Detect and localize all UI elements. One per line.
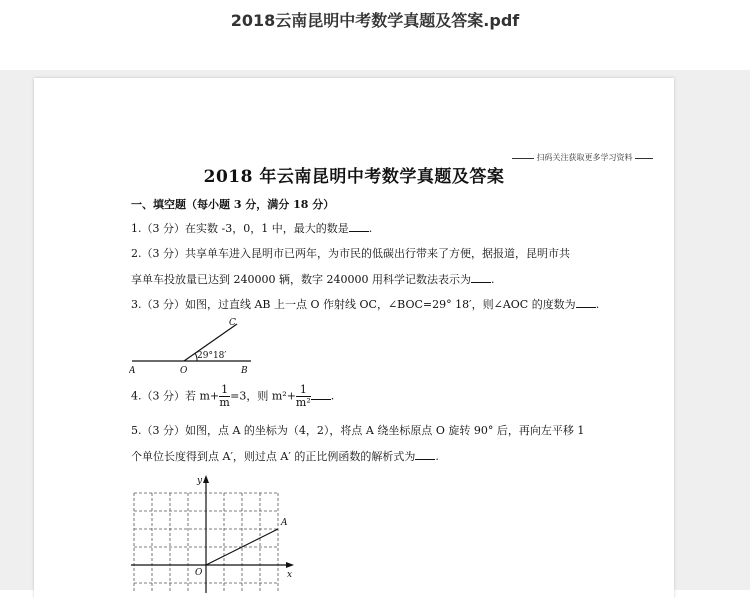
point-a-label: A [281, 518, 288, 528]
question-3: 3.（3 分）如图，过直线 AB 上一点 O 作射线 OC，∠BOC=29° 18′，则∠AOC 的度数为 . [131, 298, 600, 311]
question-4: 4.（3 分）若 m+ $\frac{1}{m}$ =3，则 m²+ $\frac{1}{\text{m²}}$ . [131, 383, 335, 409]
pdf-page [34, 78, 674, 598]
point-b-label: B [241, 366, 248, 376]
point-a-label: A [129, 366, 136, 376]
header-note: 扫码关注获取更多学习资料 [512, 152, 653, 163]
fraction-1-over-m: $\frac{1}{m}$ [219, 383, 230, 409]
question-5-line-1: 5.（3 分）如图，点 A 的坐标为（4，2），将点 A 绕坐标原点 O 旋转 90° 后，再向左平移 1 [131, 424, 585, 437]
figure-q3-angle [129, 316, 259, 376]
fraction-1-over-m-squared: $\frac{1}{\text{m²}}$ [295, 383, 311, 409]
origin-label: O [195, 568, 203, 578]
title-bar [0, 0, 750, 70]
question-2-line-2: 享单车投放量已达到 240000 辆，数字 240000 用科学记数法表示为 . [131, 273, 495, 286]
figure-q5-grid [129, 473, 304, 593]
angle-label: 29°18′ [197, 351, 227, 361]
file-title: 2018云南昆明中考数学真题及答案.pdf [230, 11, 520, 30]
point-o-label: O [180, 366, 188, 376]
x-axis-label: x [287, 570, 293, 580]
y-axis-label: y [197, 476, 203, 486]
point-c-label: C [229, 318, 236, 328]
question-5-line-2: 个单位长度得到点 A′，则过点 A′ 的正比例函数的解析式为 . [131, 450, 439, 463]
question-2-line-1: 2.（3 分）共享单车进入昆明市已两年，为市民的低碳出行带来了方便，据报道，昆明市共 [131, 247, 570, 260]
section-heading: 一、填空题（每小题 3 分，满分 18 分） [131, 198, 335, 211]
doc-title: 2018 年云南昆明中考数学真题及答案 [203, 167, 505, 187]
question-1: 1.（3 分）在实数 -3，0，1 中，最大的数是 . [131, 222, 373, 235]
